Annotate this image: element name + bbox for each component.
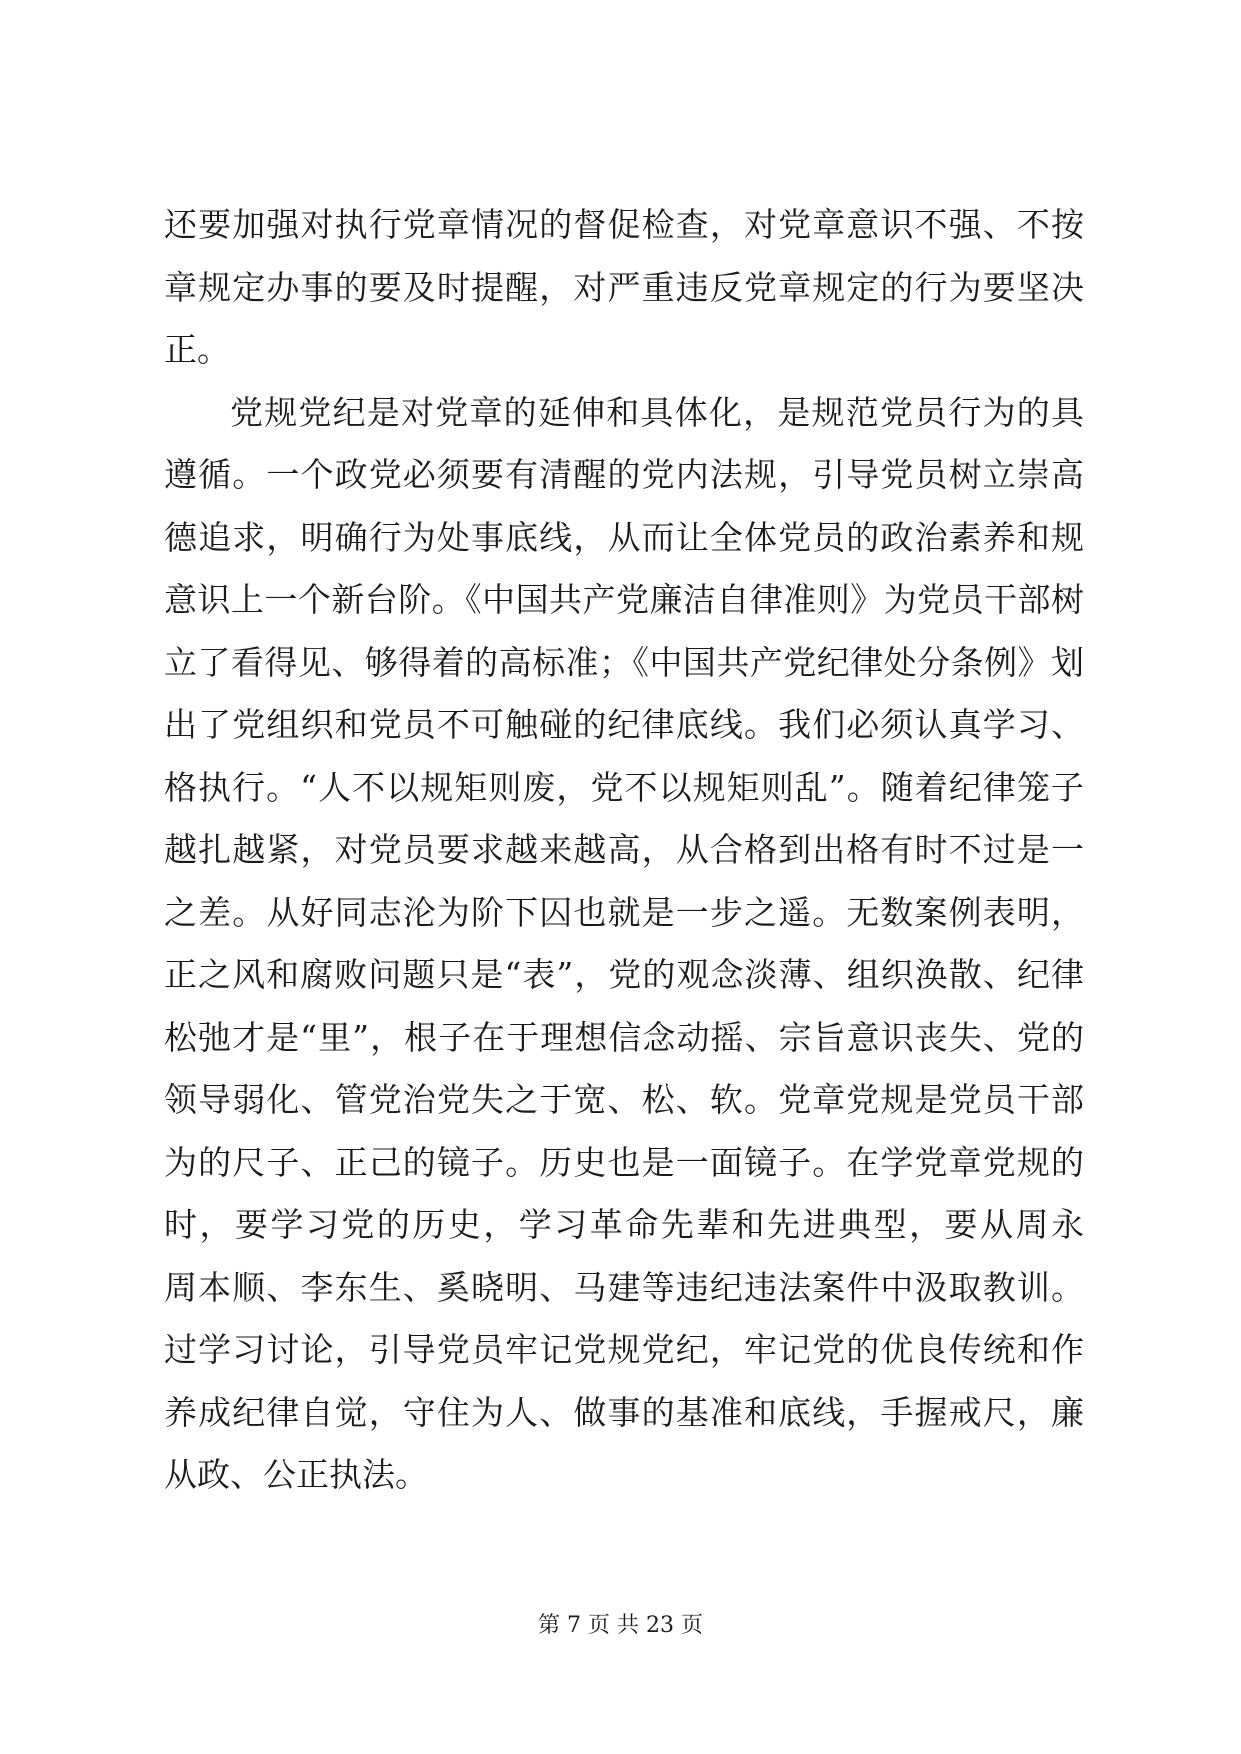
text-line: 越扎越紧，对党员要求越来越高，从合格到出格有时不过是一: [164, 830, 1084, 869]
text-line: 章规定办事的要及时提醒，对严重违反党章规定的行为要坚决: [164, 267, 1084, 307]
text-line: 格执行。“人不以规矩则废，党不以规矩则乱”。随着纪律笼子: [164, 767, 1084, 807]
text-line: 为的尺子、正己的镜子。历史也是一面镜子。在学党章党规的: [164, 1142, 1084, 1182]
text-line: 德追求，明确行为处事底线，从而让全体党员的政治素养和规: [164, 517, 1084, 557]
text-line: 从政、公正执法。: [164, 1455, 428, 1494]
document-body: [164, 194, 1084, 1507]
text-line: 领导弱化、管党治党失之于宽、松、软。党章党规是党员干部: [164, 1080, 1084, 1119]
text-line: 立了看得见、够得着的高标准；《中国共产党纪律处分条例》划: [164, 642, 1084, 682]
text-line: 还要加强对执行党章情况的督促检查，对党章意识不强、不按: [164, 205, 1084, 244]
text-line: 正。: [164, 330, 230, 369]
text-line: 养成纪律自觉，守住为人、做事的基准和底线，手握戒尺，廉: [164, 1392, 1084, 1432]
paragraph: [164, 194, 1084, 382]
text-line: 意识上一个新台阶。《中国共产党廉洁自律准则》为党员干部树: [164, 580, 1084, 619]
paragraph: [164, 382, 1084, 1507]
text-line: 之差。从好同志沦为阶下囚也就是一步之遥。无数案例表明，: [164, 892, 1084, 932]
text-line: 松弛才是“里”，根子在于理想信念动摇、宗旨意识丧失、党的: [164, 1017, 1084, 1057]
text-line: 党规党纪是对党章的延伸和具体化，是规范党员行为的具: [230, 392, 1084, 432]
text-line: 出了党组织和党员不可触碰的纪律底线。我们必须认真学习、: [164, 705, 1084, 744]
text-line: 时，要学习党的历史，学习革命先辈和先进典型，要从周永: [164, 1205, 1084, 1244]
text-line: 周本顺、李东生、奚晓明、马建等违纪违法案件中汲取教训。: [164, 1267, 1084, 1307]
text-line: 过学习讨论，引导党员牢记党规党纪，牢记党的优良传统和作: [164, 1330, 1084, 1369]
text-line: 正之风和腐败问题只是“表”，党的观念淡薄、组织涣散、纪律: [164, 955, 1084, 994]
page-footer: 第 7 页 共 23 页: [538, 1613, 703, 1638]
text-line: 遵循。一个政党必须要有清醒的党内法规，引导党员树立崇高: [164, 455, 1084, 494]
